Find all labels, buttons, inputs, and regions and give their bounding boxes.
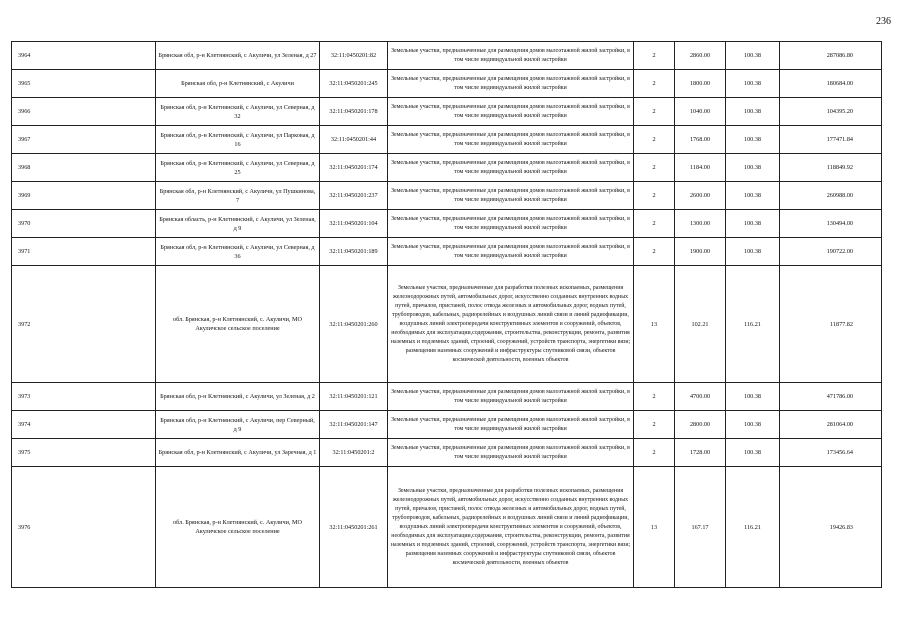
row-number: 3975 <box>12 439 156 467</box>
address-cell: Брянская обл, р-н Клетнянский, с Акуличи, ул Северная, д 32 <box>156 98 320 126</box>
table-row <box>12 42 882 70</box>
land-purpose-cell: Земельные участки, предназначенные для размещения домов малоэтажной жилой застройки, в том числе индивидуальной жилой застройки <box>388 411 634 439</box>
row-number: 3966 <box>12 98 156 126</box>
land-purpose-cell: Земельные участки, предназначенные для размещения домов малоэтажной жилой застройки, в том числе индивидуальной жилой застройки <box>388 182 634 210</box>
area-cell: 2800.00 <box>675 411 726 439</box>
cadastral-number-cell: 32:11:0450201:237 <box>320 182 388 210</box>
area-cell: 1768.00 <box>675 126 726 154</box>
rate-cell: 116.21 <box>726 266 780 383</box>
table-row <box>12 98 882 126</box>
cadastral-number-cell: 32:11:0450201:121 <box>320 383 388 411</box>
group-cell: 2 <box>634 182 675 210</box>
group-cell: 2 <box>634 238 675 266</box>
group-cell: 2 <box>634 126 675 154</box>
address-cell: обл. Брянская, р-н Клетнянский, с. Акуличи, МО Акуличское сельское поселение <box>156 467 320 588</box>
table-row <box>12 439 882 467</box>
land-purpose-cell: Земельные участки, предназначенные для размещения домов малоэтажной жилой застройки, в том числе индивидуальной жилой застройки <box>388 42 634 70</box>
cadastral-value-cell: 19426.83 <box>780 467 882 588</box>
rate-cell: 100.38 <box>726 126 780 154</box>
land-purpose-cell: Земельные участки, предназначенные для размещения домов малоэтажной жилой застройки, в том числе индивидуальной жилой застройки <box>388 70 634 98</box>
land-purpose-cell: Земельные участки, предназначенные для размещения домов малоэтажной жилой застройки, в том числе индивидуальной жилой застройки <box>388 154 634 182</box>
area-cell: 102.21 <box>675 266 726 383</box>
land-purpose-cell: Земельные участки, предназначенные для разработки полезных ископаемых, размещения железнодорожных путей, автомобильных дорог, искусственно созданных внутренних водных путей, причалов, пристаней, полос отвода железных и автомобильных дорог, водных путей, трубопроводов, кабельных, радиорелейных и воздушных линий связи и линий радиофикации, воздушных линий электропередачи конструктивных элементов и сооружений, объектов, необходимых для эксплуатации,содержания, строительства, реконструкции, ремонта, развития наземных и подземных зданий, строений, сооружений, устройств транспорта, энергетики вязи; размещения наземных сооружений и инфраструктуры спутниковой связи, объектов космической деятельности, военных объектов <box>388 467 634 588</box>
rate-cell: 100.38 <box>726 411 780 439</box>
address-cell: Брянская обл, р-н Клетнянский, с Акуличи, ул Северная, д 36 <box>156 238 320 266</box>
area-cell: 2600.00 <box>675 182 726 210</box>
cadastral-value-cell: 173456.64 <box>780 439 882 467</box>
area-cell: 1800.00 <box>675 70 726 98</box>
address-cell: Брянская обл, р-н Клетнянский, с Акуличи, ул Парковая, д 16 <box>156 126 320 154</box>
land-purpose-cell: Земельные участки, предназначенные для размещения домов малоэтажной жилой застройки, в том числе индивидуальной жилой застройки <box>388 238 634 266</box>
row-number: 3972 <box>12 266 156 383</box>
cadastral-number-cell: 32:11:0450201:44 <box>320 126 388 154</box>
cadastral-number-cell: 32:11:0450201:189 <box>320 238 388 266</box>
row-number: 3976 <box>12 467 156 588</box>
cadastral-number-cell: 32:11:0450201:174 <box>320 154 388 182</box>
area-cell: 1184.00 <box>675 154 726 182</box>
table-row <box>12 383 882 411</box>
table-row <box>12 467 882 588</box>
cadastral-number-cell: 32:11:0450201:261 <box>320 467 388 588</box>
table-row <box>12 126 882 154</box>
rate-cell: 100.38 <box>726 70 780 98</box>
table-body <box>12 42 882 588</box>
row-number: 3967 <box>12 126 156 154</box>
table-row <box>12 411 882 439</box>
area-cell: 2860.00 <box>675 42 726 70</box>
cadastral-number-cell: 32:11:0450201:260 <box>320 266 388 383</box>
cadastral-number-cell: 32:11:0450201:245 <box>320 70 388 98</box>
row-number: 3969 <box>12 182 156 210</box>
cadastral-value-cell: 281064.00 <box>780 411 882 439</box>
table-row <box>12 70 882 98</box>
area-cell: 167.17 <box>675 467 726 588</box>
cadastral-value-cell: 130494.00 <box>780 210 882 238</box>
table-row <box>12 210 882 238</box>
rate-cell: 100.38 <box>726 238 780 266</box>
group-cell: 2 <box>634 70 675 98</box>
address-cell: обл. Брянская, р-н Клетнянский, с. Акуличи, МО Акуличское сельское поселение <box>156 266 320 383</box>
table-row <box>12 182 882 210</box>
cadastral-number-cell: 32:11:0450201:147 <box>320 411 388 439</box>
row-number: 3964 <box>12 42 156 70</box>
rate-cell: 100.38 <box>726 182 780 210</box>
land-purpose-cell: Земельные участки, предназначенные для разработки полезных ископаемых, размещения железнодорожных путей, автомобильных дорог, искусственно созданных внутренних водных путей, причалов, пристаней, полос отвода железных и автомобильных дорог, водных путей, трубопроводов, кабельных, радиорелейных и воздушных линий связи и линий радиофикации, воздушных линий электропередачи конструктивных элементов и сооружений, объектов, необходимых для эксплуатации,содержания, строительства, реконструкции, ремонта, развития наземных и подземных зданий, строений, сооружений, устройств транспорта, энергетики вязи; размещения наземных сооружений и инфраструктуры спутниковой связи, объектов космической деятельности, военных объектов <box>388 266 634 383</box>
area-cell: 1040.00 <box>675 98 726 126</box>
cadastral-value-cell: 180684.00 <box>780 70 882 98</box>
cadastral-value-cell: 104395.20 <box>780 98 882 126</box>
address-cell: Брянская обл, р-н Клетнянский, с Акуличи, пер Северный, д 9 <box>156 411 320 439</box>
land-purpose-cell: Земельные участки, предназначенные для размещения домов малоэтажной жилой застройки, в том числе индивидуальной жилой застройки <box>388 98 634 126</box>
address-cell: Брянская обл, р-н Клетнянский, с Акуличи, ул Пушкинова, 7 <box>156 182 320 210</box>
group-cell: 2 <box>634 210 675 238</box>
row-number: 3973 <box>12 383 156 411</box>
land-purpose-cell: Земельные участки, предназначенные для размещения домов малоэтажной жилой застройки, в том числе индивидуальной жилой застройки <box>388 126 634 154</box>
group-cell: 2 <box>634 411 675 439</box>
row-number: 3965 <box>12 70 156 98</box>
group-cell: 13 <box>634 266 675 383</box>
rate-cell: 100.38 <box>726 98 780 126</box>
address-cell: Брянская обл, р-н Клетнянский, с Акуличи <box>156 70 320 98</box>
address-cell: Брянская обл, р-н Клетнянский, с Акуличи, ул Зеленая, д 2 <box>156 383 320 411</box>
group-cell: 2 <box>634 383 675 411</box>
land-purpose-cell: Земельные участки, предназначенные для размещения домов малоэтажной жилой застройки, в том числе индивидуальной жилой застройки <box>388 210 634 238</box>
rate-cell: 100.38 <box>726 439 780 467</box>
address-cell: Брянская обл, р-н Клетнянский, с Акуличи, ул Заречная, д 1 <box>156 439 320 467</box>
rate-cell: 100.38 <box>726 210 780 238</box>
cadastral-number-cell: 32:11:0450201:104 <box>320 210 388 238</box>
cadastral-value-cell: 287086.80 <box>780 42 882 70</box>
address-cell: Брянская обл, р-н Клетнянский, с Акуличи, ул Северная, д 25 <box>156 154 320 182</box>
cadastral-value-table <box>11 41 882 588</box>
land-purpose-cell: Земельные участки, предназначенные для размещения домов малоэтажной жилой застройки, в том числе индивидуальной жилой застройки <box>388 439 634 467</box>
group-cell: 13 <box>634 467 675 588</box>
rate-cell: 116.21 <box>726 467 780 588</box>
address-cell: Брянская область, р-н Клетнянский, с Акуличи, ул Зеленая, д 9 <box>156 210 320 238</box>
row-number: 3970 <box>12 210 156 238</box>
cadastral-value-cell: 177471.84 <box>780 126 882 154</box>
cadastral-number-cell: 32:11:0450201:178 <box>320 98 388 126</box>
cadastral-value-cell: 118849.92 <box>780 154 882 182</box>
table-row <box>12 266 882 383</box>
group-cell: 2 <box>634 42 675 70</box>
land-purpose-cell: Земельные участки, предназначенные для размещения домов малоэтажной жилой застройки, в том числе индивидуальной жилой застройки <box>388 383 634 411</box>
table-row <box>12 154 882 182</box>
group-cell: 2 <box>634 439 675 467</box>
group-cell: 2 <box>634 98 675 126</box>
rate-cell: 100.38 <box>726 154 780 182</box>
table-row <box>12 238 882 266</box>
cadastral-number-cell: 32:11:0450201:82 <box>320 42 388 70</box>
area-cell: 4700.00 <box>675 383 726 411</box>
row-number: 3968 <box>12 154 156 182</box>
area-cell: 1728.00 <box>675 439 726 467</box>
address-cell: Брянская обл, р-н Клетнянский, с Акуличи, ул Зеленая, д 27 <box>156 42 320 70</box>
group-cell: 2 <box>634 154 675 182</box>
cadastral-value-cell: 471786.00 <box>780 383 882 411</box>
row-number: 3974 <box>12 411 156 439</box>
cadastral-value-cell: 11877.82 <box>780 266 882 383</box>
area-cell: 1900.00 <box>675 238 726 266</box>
cadastral-number-cell: 32:11:0450201:2 <box>320 439 388 467</box>
rate-cell: 100.38 <box>726 383 780 411</box>
area-cell: 1300.00 <box>675 210 726 238</box>
cadastral-value-cell: 260988.00 <box>780 182 882 210</box>
page-number: 236 <box>876 16 891 27</box>
cadastral-value-cell: 190722.00 <box>780 238 882 266</box>
row-number: 3971 <box>12 238 156 266</box>
rate-cell: 100.38 <box>726 42 780 70</box>
